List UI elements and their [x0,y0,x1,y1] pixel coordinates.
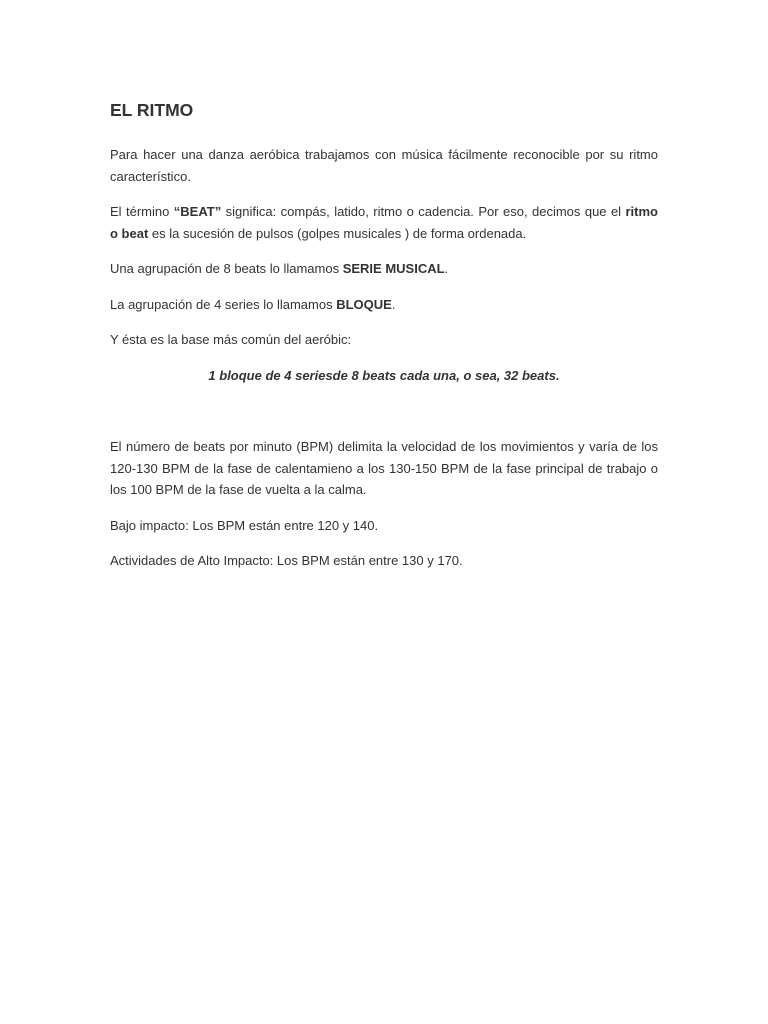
text-run: es la sucesión de pulsos (golpes musicales ) de forma ordenada. [148,225,527,241]
bold-term-bloque: BLOQUE [336,296,392,312]
paragraph-base-aerobic: Y ésta es la base más común del aeróbic: [110,332,352,347]
text-run: La agrupación de 4 series lo llamamos [110,296,337,312]
text-run: Una agrupación de 8 beats lo llamamos [110,261,343,276]
document-page [110,98,658,586]
paragraph-beat-definition [110,201,658,244]
paragraph-bajo-impacto: Bajo impacto: Los BPM están entre 120 y 140. [110,517,379,533]
paragraph-serie-musical [110,258,658,280]
formula-line: 1 bloque de 4 seriesde 8 beats cada una, o sea, 32 beats. [208,367,560,383]
text-run: significa: compás, latido, ritmo o cadencia. Por eso, decimos que el [221,204,626,219]
text-run: . [391,296,396,312]
bold-term-ritmo-beat: ritmo o beat [110,204,658,241]
text-run: . [444,261,449,276]
page-title: EL RITMO [110,100,194,120]
paragraph-alto-impacto: Actividades de Alto Impacto: Los BPM están entre 130 y 170. [110,553,463,568]
bold-term-serie-musical: SERIE MUSICAL [342,261,445,276]
paragraph-intro: Para hacer una danza aeróbica trabajamos con música fácilmente reconocible por su ritmo característico. [110,147,658,184]
paragraph-bpm: El número de beats por minuto (BPM) delimita la velocidad de los movimientos y varía de los 120-130 BPM de la fase de calentamieno a los 130-150 BPM de la fase principal de trabajo o los 100 BPM de la fase de vuelta a la calma. [110,439,658,497]
bold-term-beat: “BEAT” [173,204,222,219]
text-run: El término [110,204,174,219]
paragraph-bloque [110,294,658,316]
